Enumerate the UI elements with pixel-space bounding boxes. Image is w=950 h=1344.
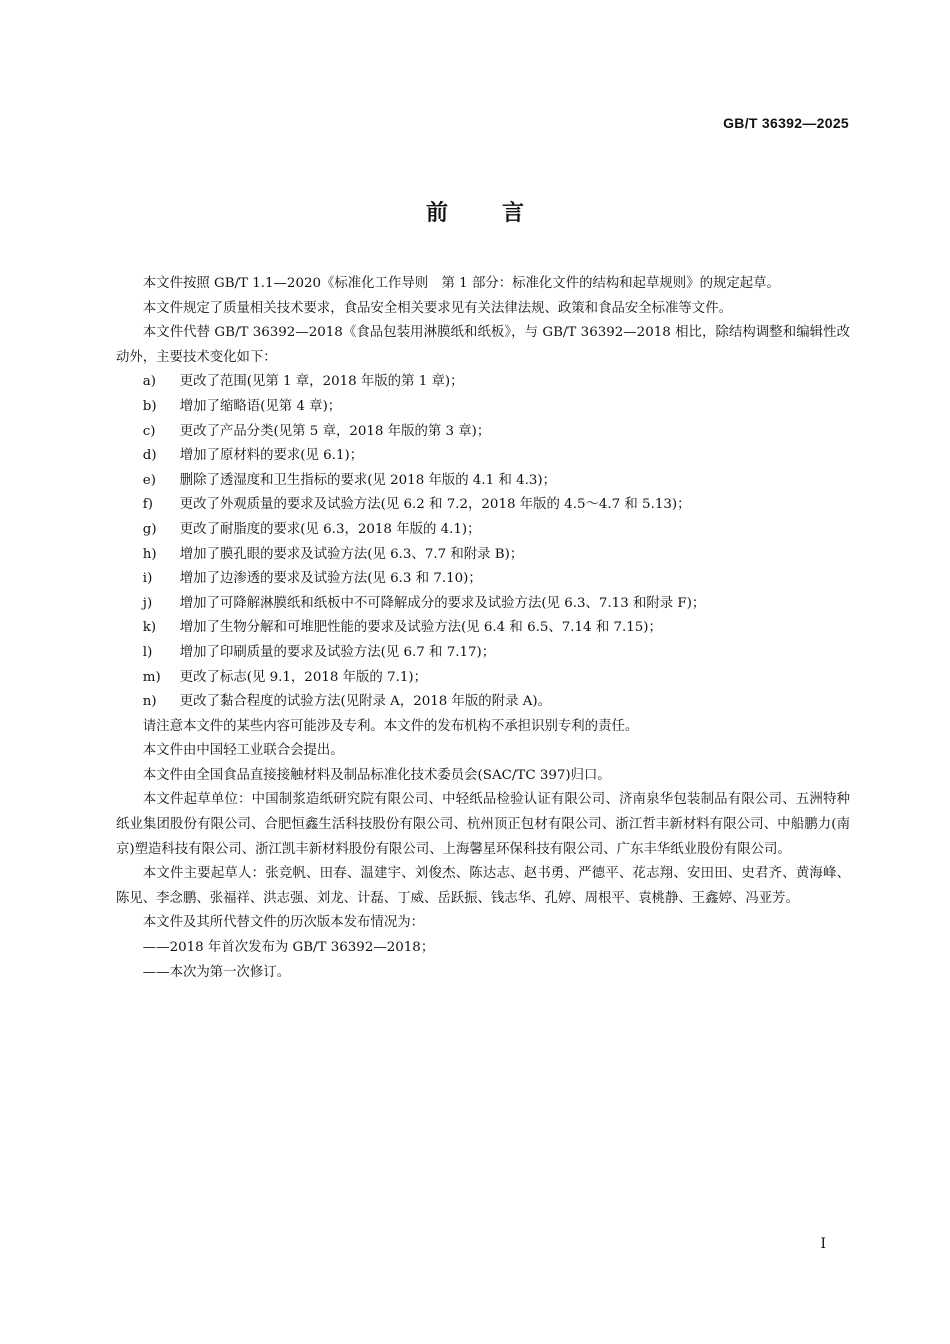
change-item-text: 增加了原材料的要求(见 6.1)； bbox=[179, 448, 364, 464]
change-item-label: b) bbox=[142, 398, 157, 414]
change-item-text: 增加了边渗透的要求及试验方法(见 6.3 和 7.10)； bbox=[179, 571, 482, 587]
paragraph-drafters: 本文件主要起草人：张竞帆、田春、温建宇、刘俊杰、陈达志、赵书勇、严德平、花志翔、安田田、史君齐、黄海峰、陈见、李念鹏、张福祥、洪志强、刘龙、计磊、丁威、岳跃振、钱志华、孔婷、周根平、袁桃静、王鑫婷、冯亚芳。 bbox=[116, 866, 850, 906]
change-item bbox=[116, 444, 850, 469]
change-item-label: m) bbox=[142, 669, 161, 685]
change-item-label: k) bbox=[142, 620, 157, 636]
change-item-text: 增加了缩略语(见第 4 章)； bbox=[179, 398, 342, 414]
title-char-1: 前 bbox=[425, 201, 448, 226]
paragraph-drafting-units: 本文件起草单位：中国制浆造纸研究院有限公司、中轻纸品检验认证有限公司、济南泉华包装制品有限公司、五洲特种纸业集团股份有限公司、合肥恒鑫生活科技股份有限公司、杭州顶正包材有限公司、浙江哲丰新材料有限公司、中船鹏力(南京)塑造科技有限公司、浙江凯丰新材料股份有限公司、上海馨星环保科技有限公司、广东丰华纸业股份有限公司。 bbox=[116, 792, 850, 857]
change-item-label: f) bbox=[142, 497, 153, 513]
change-item-text: 增加了膜孔眼的要求及试验方法(见 6.3、7.7 和附录 B)； bbox=[179, 546, 524, 562]
change-item-label: j) bbox=[142, 595, 153, 611]
change-item-label: i) bbox=[142, 571, 153, 587]
change-item-label: e) bbox=[142, 472, 156, 488]
change-item bbox=[116, 690, 850, 715]
history-item: ——本次为第一次修订。 bbox=[142, 964, 291, 980]
change-item-text: 更改了范围(见第 1 章，2018 年版的第 1 章)； bbox=[179, 374, 464, 390]
change-item bbox=[116, 543, 850, 568]
change-item-label: l) bbox=[142, 644, 153, 660]
change-item bbox=[116, 493, 850, 518]
change-item bbox=[116, 420, 850, 445]
change-item bbox=[116, 641, 850, 666]
change-item bbox=[116, 370, 850, 395]
paragraph-committee: 本文件由全国食品直接接触材料及制品标准化技术委员会(SAC/TC 397)归口。 bbox=[142, 767, 611, 783]
change-item bbox=[116, 469, 850, 494]
change-item bbox=[116, 395, 850, 420]
change-item-label: n) bbox=[142, 694, 157, 710]
change-item-text: 更改了外观质量的要求及试验方法(见 6.2 和 7.2，2018 年版的 4.5～4.7 和 5.13)； bbox=[179, 497, 691, 513]
change-item-text: 更改了产品分类(见第 5 章，2018 年版的第 3 章)； bbox=[179, 423, 491, 439]
change-item bbox=[116, 518, 850, 543]
paragraph-scope-note: 本文件规定了质量相关技术要求，食品安全相关要求见有关法律法规、政策和食品安全标准等文件。 bbox=[142, 300, 732, 316]
page-number: I bbox=[820, 1236, 826, 1252]
foreword-body bbox=[116, 272, 850, 985]
change-item-label: c) bbox=[142, 423, 156, 439]
page-title bbox=[0, 196, 950, 227]
change-item-text: 更改了标志(见 9.1，2018 年版的 7.1)； bbox=[179, 669, 427, 685]
paragraph-drafting-rules: 本文件按照 GB/T 1.1—2020《标准化工作导则 第 1 部分：标准化文件的结构和起草规则》的规定起草。 bbox=[142, 276, 780, 291]
change-item-text: 更改了耐脂度的要求(见 6.3，2018 年版的 4.1)； bbox=[179, 521, 481, 537]
change-item-label: g) bbox=[142, 521, 157, 537]
title-char-2: 言 bbox=[502, 201, 525, 226]
change-item-text: 删除了透湿度和卫生指标的要求(见 2018 年版的 4.1 和 4.3)； bbox=[179, 472, 557, 488]
change-item-text: 增加了可降解淋膜纸和纸板中不可降解成分的要求及试验方法(见 6.3、7.13 和附录 F)； bbox=[179, 595, 706, 611]
change-item-text: 增加了生物分解和可堆肥性能的要求及试验方法(见 6.4 和 6.5、7.14 和 7.15)； bbox=[179, 620, 662, 636]
paragraph-replacement: 本文件代替 GB/T 36392—2018《食品包装用淋膜纸和纸板》，与 GB/T 36392—2018 相比，除结构调整和编辑性改动外，主要技术变化如下： bbox=[116, 325, 850, 365]
change-item bbox=[116, 592, 850, 617]
change-item bbox=[116, 666, 850, 691]
paragraph-proposer: 本文件由中国轻工业联合会提出。 bbox=[142, 743, 344, 759]
change-item bbox=[116, 567, 850, 592]
standard-number: GB/T 36392—2025 bbox=[723, 115, 849, 131]
paragraph-history-intro: 本文件及其所代替文件的历次版本发布情况为： bbox=[142, 915, 424, 931]
history-item: ——2018 年首次发布为 GB/T 36392—2018； bbox=[142, 940, 435, 956]
change-item-text: 增加了印刷质量的要求及试验方法(见 6.7 和 7.17)； bbox=[179, 644, 496, 660]
change-item-label: a) bbox=[142, 374, 157, 390]
change-item-label: h) bbox=[142, 546, 157, 562]
change-item bbox=[116, 616, 850, 641]
change-item-label: d) bbox=[142, 448, 157, 464]
paragraph-patent-notice: 请注意本文件的某些内容可能涉及专利。本文件的发布机构不承担识别专利的责任。 bbox=[142, 718, 639, 734]
change-item-text: 更改了黏合程度的试验方法(见附录 A，2018 年版的附录 A)。 bbox=[179, 694, 552, 710]
